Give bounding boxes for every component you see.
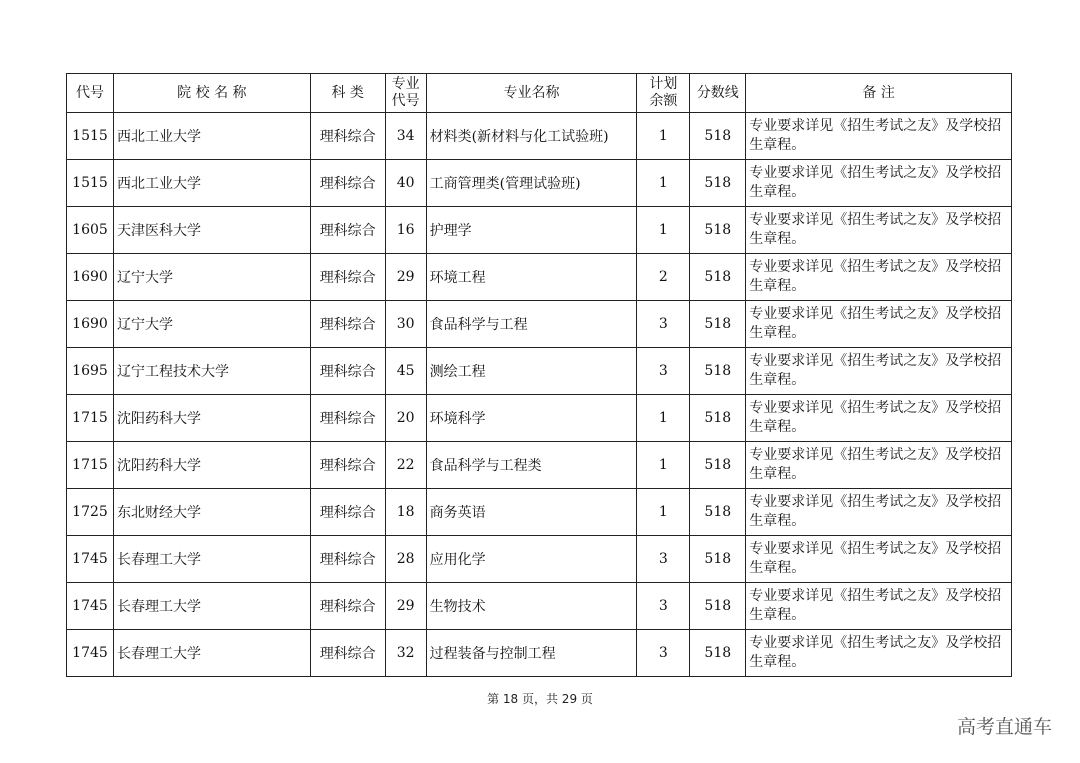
header-school: 院 校 名 称 bbox=[113, 74, 310, 113]
cell-remaining-quota: 3 bbox=[637, 348, 690, 395]
table-row bbox=[67, 630, 1012, 677]
cell-note: 专业要求详见《招生考试之友》及学校招生章程。 bbox=[746, 113, 1012, 160]
cell-major-code: 16 bbox=[385, 207, 426, 254]
cell-score-line: 518 bbox=[690, 254, 746, 301]
cell-major-name: 食品科学与工程类 bbox=[426, 442, 637, 489]
cell-school: 辽宁工程技术大学 bbox=[113, 348, 310, 395]
cell-school: 东北财经大学 bbox=[113, 489, 310, 536]
table-row bbox=[67, 583, 1012, 630]
cell-score-line: 518 bbox=[690, 301, 746, 348]
cell-code: 1745 bbox=[67, 536, 114, 583]
cell-subject: 理科综合 bbox=[310, 348, 385, 395]
cell-major-code: 28 bbox=[385, 536, 426, 583]
cell-code: 1745 bbox=[67, 630, 114, 677]
cell-subject: 理科综合 bbox=[310, 630, 385, 677]
cell-major-name: 环境工程 bbox=[426, 254, 637, 301]
header-subject: 科 类 bbox=[310, 74, 385, 113]
cell-remaining-quota: 1 bbox=[637, 442, 690, 489]
header-major-code: 专业 代号 bbox=[385, 74, 426, 113]
cell-major-code: 29 bbox=[385, 583, 426, 630]
cell-major-name: 材料类(新材料与化工试验班) bbox=[426, 113, 637, 160]
cell-major-name: 环境科学 bbox=[426, 395, 637, 442]
cell-note: 专业要求详见《招生考试之友》及学校招生章程。 bbox=[746, 160, 1012, 207]
header-major-name: 专业名称 bbox=[426, 74, 637, 113]
cell-major-name: 商务英语 bbox=[426, 489, 637, 536]
cell-school: 长春理工大学 bbox=[113, 630, 310, 677]
cell-score-line: 518 bbox=[690, 583, 746, 630]
cell-code: 1605 bbox=[67, 207, 114, 254]
admission-table bbox=[66, 73, 1012, 677]
cell-subject: 理科综合 bbox=[310, 489, 385, 536]
cell-subject: 理科综合 bbox=[310, 442, 385, 489]
table-row bbox=[67, 113, 1012, 160]
cell-remaining-quota: 3 bbox=[637, 301, 690, 348]
cell-note: 专业要求详见《招生考试之友》及学校招生章程。 bbox=[746, 583, 1012, 630]
cell-score-line: 518 bbox=[690, 630, 746, 677]
cell-remaining-quota: 1 bbox=[637, 395, 690, 442]
cell-subject: 理科综合 bbox=[310, 207, 385, 254]
cell-school: 沈阳药科大学 bbox=[113, 395, 310, 442]
cell-school: 长春理工大学 bbox=[113, 536, 310, 583]
cell-score-line: 518 bbox=[690, 395, 746, 442]
cell-major-name: 测绘工程 bbox=[426, 348, 637, 395]
header-remaining-quota: 计划 余额 bbox=[637, 74, 690, 113]
cell-note: 专业要求详见《招生考试之友》及学校招生章程。 bbox=[746, 489, 1012, 536]
cell-major-name: 过程装备与控制工程 bbox=[426, 630, 637, 677]
cell-subject: 理科综合 bbox=[310, 254, 385, 301]
cell-major-name: 护理学 bbox=[426, 207, 637, 254]
cell-major-code: 30 bbox=[385, 301, 426, 348]
table-header bbox=[67, 74, 1012, 113]
cell-major-code: 32 bbox=[385, 630, 426, 677]
cell-school: 沈阳药科大学 bbox=[113, 442, 310, 489]
cell-remaining-quota: 3 bbox=[637, 583, 690, 630]
cell-major-code: 45 bbox=[385, 348, 426, 395]
cell-remaining-quota: 1 bbox=[637, 207, 690, 254]
cell-note: 专业要求详见《招生考试之友》及学校招生章程。 bbox=[746, 301, 1012, 348]
cell-school: 西北工业大学 bbox=[113, 113, 310, 160]
cell-code: 1515 bbox=[67, 113, 114, 160]
cell-subject: 理科综合 bbox=[310, 160, 385, 207]
table-row bbox=[67, 160, 1012, 207]
table-row bbox=[67, 348, 1012, 395]
cell-subject: 理科综合 bbox=[310, 583, 385, 630]
cell-note: 专业要求详见《招生考试之友》及学校招生章程。 bbox=[746, 348, 1012, 395]
cell-score-line: 518 bbox=[690, 442, 746, 489]
cell-score-line: 518 bbox=[690, 489, 746, 536]
cell-remaining-quota: 2 bbox=[637, 254, 690, 301]
cell-subject: 理科综合 bbox=[310, 395, 385, 442]
cell-code: 1515 bbox=[67, 160, 114, 207]
cell-code: 1725 bbox=[67, 489, 114, 536]
header-code: 代号 bbox=[67, 74, 114, 113]
table-row bbox=[67, 489, 1012, 536]
cell-subject: 理科综合 bbox=[310, 113, 385, 160]
cell-note: 专业要求详见《招生考试之友》及学校招生章程。 bbox=[746, 207, 1012, 254]
cell-score-line: 518 bbox=[690, 348, 746, 395]
cell-major-code: 20 bbox=[385, 395, 426, 442]
table-row bbox=[67, 442, 1012, 489]
table-row bbox=[67, 301, 1012, 348]
cell-code: 1695 bbox=[67, 348, 114, 395]
cell-major-name: 应用化学 bbox=[426, 536, 637, 583]
cell-code: 1690 bbox=[67, 301, 114, 348]
cell-score-line: 518 bbox=[690, 113, 746, 160]
cell-remaining-quota: 3 bbox=[637, 536, 690, 583]
cell-major-name: 工商管理类(管理试验班) bbox=[426, 160, 637, 207]
brand-watermark: 高考直通车 bbox=[956, 716, 1052, 738]
cell-code: 1745 bbox=[67, 583, 114, 630]
header-note: 备 注 bbox=[746, 74, 1012, 113]
cell-note: 专业要求详见《招生考试之友》及学校招生章程。 bbox=[746, 442, 1012, 489]
cell-major-name: 食品科学与工程 bbox=[426, 301, 637, 348]
cell-major-name: 生物技术 bbox=[426, 583, 637, 630]
table-row bbox=[67, 395, 1012, 442]
cell-major-code: 34 bbox=[385, 113, 426, 160]
cell-code: 1690 bbox=[67, 254, 114, 301]
cell-score-line: 518 bbox=[690, 160, 746, 207]
cell-code: 1715 bbox=[67, 442, 114, 489]
cell-school: 长春理工大学 bbox=[113, 583, 310, 630]
cell-note: 专业要求详见《招生考试之友》及学校招生章程。 bbox=[746, 254, 1012, 301]
cell-code: 1715 bbox=[67, 395, 114, 442]
table-row bbox=[67, 536, 1012, 583]
cell-subject: 理科综合 bbox=[310, 536, 385, 583]
cell-remaining-quota: 3 bbox=[637, 630, 690, 677]
cell-school: 天津医科大学 bbox=[113, 207, 310, 254]
cell-major-code: 18 bbox=[385, 489, 426, 536]
table-row bbox=[67, 207, 1012, 254]
cell-note: 专业要求详见《招生考试之友》及学校招生章程。 bbox=[746, 630, 1012, 677]
page-number: 第 18 页，共 29 页 bbox=[487, 692, 593, 706]
cell-major-code: 40 bbox=[385, 160, 426, 207]
cell-note: 专业要求详见《招生考试之友》及学校招生章程。 bbox=[746, 395, 1012, 442]
cell-score-line: 518 bbox=[690, 536, 746, 583]
cell-note: 专业要求详见《招生考试之友》及学校招生章程。 bbox=[746, 536, 1012, 583]
cell-school: 辽宁大学 bbox=[113, 254, 310, 301]
cell-remaining-quota: 1 bbox=[637, 160, 690, 207]
cell-subject: 理科综合 bbox=[310, 301, 385, 348]
header-score-line: 分数线 bbox=[690, 74, 746, 113]
cell-remaining-quota: 1 bbox=[637, 489, 690, 536]
cell-school: 西北工业大学 bbox=[113, 160, 310, 207]
cell-major-code: 22 bbox=[385, 442, 426, 489]
cell-major-code: 29 bbox=[385, 254, 426, 301]
cell-school: 辽宁大学 bbox=[113, 301, 310, 348]
cell-remaining-quota: 1 bbox=[637, 113, 690, 160]
cell-score-line: 518 bbox=[690, 207, 746, 254]
table-row bbox=[67, 254, 1012, 301]
